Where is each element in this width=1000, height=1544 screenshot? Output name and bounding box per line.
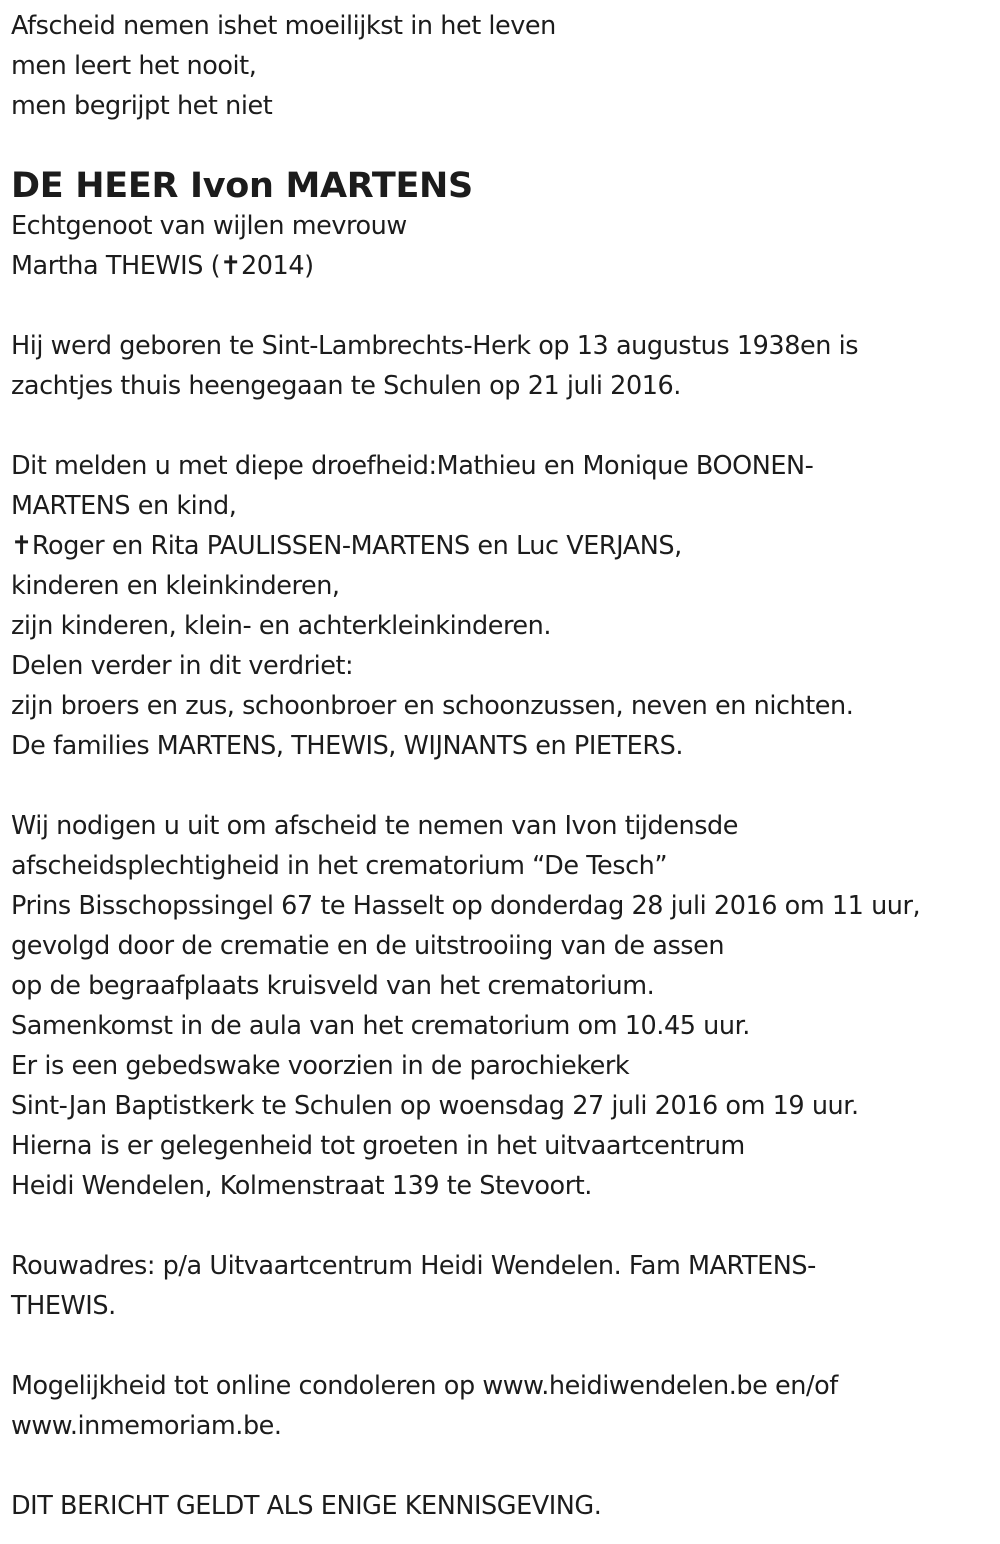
poem-line: Afscheid nemen ishet moeilijkst in het leven [11, 11, 556, 41]
condolence-line: www.inmemoriam.be. [11, 1411, 282, 1441]
ceremony-line: Samenkomst in de aula van het crematorium om 10.45 uur. [11, 1011, 750, 1041]
family-line: ✝Roger en Rita PAULISSEN-MARTENS en Luc VERJANS, [11, 531, 682, 561]
obituary-notice [11, 6, 986, 1526]
spacer [11, 406, 986, 446]
ceremony-line: Er is een gebedswake voorzien in de parochiekerk [11, 1051, 630, 1081]
family-line: zijn kinderen, klein- en achterkleinkinderen. [11, 611, 552, 641]
deceased-name: DE HEER Ivon MARTENS [11, 166, 473, 206]
address-line: Rouwadres: p/a Uitvaartcentrum Heidi Wendelen. Fam MARTENS- [11, 1251, 816, 1281]
birth-line: zachtjes thuis heengegaan te Schulen op 21 juli 2016. [11, 371, 681, 401]
spacer [11, 126, 986, 166]
ceremony-line: gevolgd door de crematie en de uitstrooiing van de assen [11, 931, 725, 961]
spacer [11, 1326, 986, 1366]
birth-line: Hij werd geboren te Sint-Lambrechts-Herk op 13 augustus 1938en is [11, 331, 859, 361]
spacer [11, 286, 986, 326]
ceremony-line: op de begraafplaats kruisveld van het crematorium. [11, 971, 655, 1001]
spouse-info [11, 206, 986, 286]
ceremony-details [11, 806, 986, 1206]
address-line: THEWIS. [11, 1291, 116, 1321]
family-announcement [11, 446, 986, 766]
ceremony-line: Sint-Jan Baptistkerk te Schulen op woensdag 27 juli 2016 om 19 uur. [11, 1091, 859, 1121]
ceremony-line: Wij nodigen u uit om afscheid te nemen van Ivon tijdensde [11, 811, 739, 841]
family-line: De families MARTENS, THEWIS, WIJNANTS en PIETERS. [11, 731, 684, 761]
condolence-line: Mogelijkheid tot online condoleren op www.heidiwendelen.be en/of [11, 1371, 838, 1401]
ceremony-line: afscheidsplechtigheid in het crematorium “De Tesch” [11, 851, 668, 881]
mourning-address [11, 1246, 986, 1326]
notice-statement: DIT BERICHT GELDT ALS ENIGE KENNISGEVING. [11, 1491, 602, 1521]
spacer [11, 1206, 986, 1246]
birth-death-info [11, 326, 986, 406]
poem-line: men leert het nooit, [11, 51, 257, 81]
family-line: MARTENS en kind, [11, 491, 237, 521]
spouse-line: Martha THEWIS (✝2014) [11, 251, 314, 281]
ceremony-line: Heidi Wendelen, Kolmenstraat 139 te Stevoort. [11, 1171, 592, 1201]
family-line: zijn broers en zus, schoonbroer en schoonzussen, neven en nichten. [11, 691, 854, 721]
ceremony-line: Prins Bisschopssingel 67 te Hasselt op donderdag 28 juli 2016 om 11 uur, [11, 891, 921, 921]
spacer [11, 766, 986, 806]
family-line: Delen verder in dit verdriet: [11, 651, 354, 681]
family-line: Dit melden u met diepe droefheid:Mathieu en Monique BOONEN- [11, 451, 814, 481]
spacer [11, 1446, 986, 1486]
family-line: kinderen en kleinkinderen, [11, 571, 340, 601]
spouse-line: Echtgenoot van wijlen mevrouw [11, 211, 407, 241]
online-condolences [11, 1366, 986, 1446]
poem-line: men begrijpt het niet [11, 91, 273, 121]
ceremony-line: Hierna is er gelegenheid tot groeten in het uitvaartcentrum [11, 1131, 745, 1161]
poem [11, 6, 986, 126]
